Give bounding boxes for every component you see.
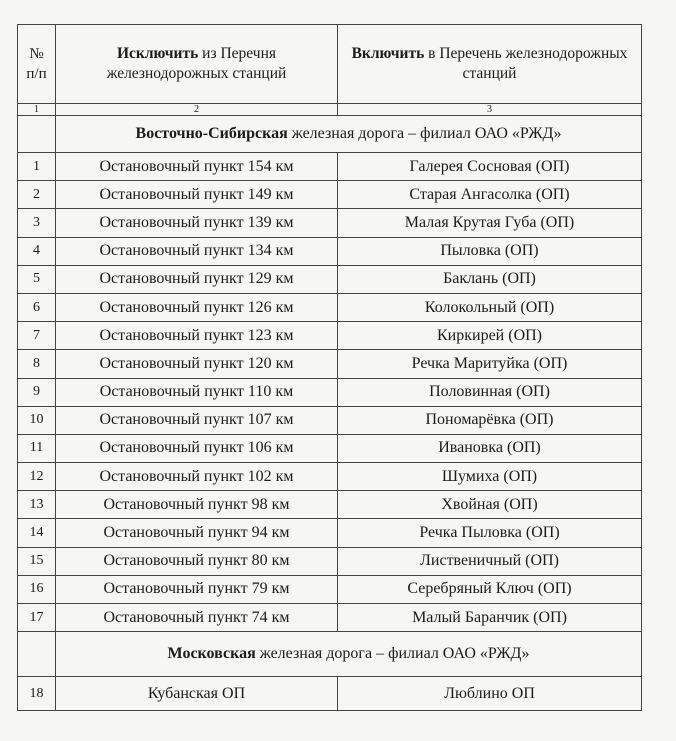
row-number: 12 — [18, 463, 56, 491]
row-number: 5 — [18, 265, 56, 293]
include-station: Старая Ангасолка (ОП) — [338, 181, 642, 209]
row-number: 8 — [18, 350, 56, 378]
exclude-station: Остановочный пункт 110 км — [56, 378, 338, 406]
section-row — [18, 632, 642, 677]
include-station: Малая Крутая Губа (ОП) — [338, 209, 642, 237]
exclude-station: Остановочный пункт 107 км — [56, 406, 338, 434]
header-num: № п/п — [18, 25, 56, 104]
table-row — [18, 181, 642, 209]
include-station: Пыловка (ОП) — [338, 237, 642, 265]
exclude-station: Остановочный пункт 106 км — [56, 434, 338, 462]
column-number: 3 — [338, 104, 642, 116]
column-number: 1 — [18, 104, 56, 116]
header-row — [18, 25, 642, 104]
table-row — [18, 322, 642, 350]
exclude-station: Кубанская ОП — [56, 677, 338, 711]
row-number: 15 — [18, 547, 56, 575]
section-title — [56, 632, 642, 677]
table-row — [18, 519, 642, 547]
stations-table — [17, 24, 642, 711]
include-station: Малый Баранчик (ОП) — [338, 604, 642, 632]
exclude-station: Остановочный пункт 94 км — [56, 519, 338, 547]
table-row — [18, 209, 642, 237]
include-station: Колокольный (ОП) — [338, 293, 642, 321]
row-number: 10 — [18, 406, 56, 434]
row-number: 7 — [18, 322, 56, 350]
header-include-rest: в Перечень железнодорожных станций — [424, 45, 628, 82]
table-row — [18, 491, 642, 519]
section-blank-cell — [18, 116, 56, 153]
exclude-station: Остановочный пункт 123 км — [56, 322, 338, 350]
section-title-bold: Московская — [167, 645, 256, 663]
header-include-bold: Включить — [351, 45, 425, 62]
exclude-station: Остановочный пункт 102 км — [56, 463, 338, 491]
header-exclude-bold: Исключить — [116, 45, 199, 62]
table-row — [18, 677, 642, 711]
include-station: Пономарёвка (ОП) — [338, 406, 642, 434]
include-station: Галерея Сосновая (ОП) — [338, 153, 642, 181]
exclude-station: Остановочный пункт 74 км — [56, 604, 338, 632]
column-numbers-row — [18, 104, 642, 116]
header-exclude — [56, 25, 338, 104]
include-station: Лиственичный (ОП) — [338, 547, 642, 575]
row-number: 13 — [18, 491, 56, 519]
row-number: 2 — [18, 181, 56, 209]
include-station: Хвойная (ОП) — [338, 491, 642, 519]
row-number: 9 — [18, 378, 56, 406]
include-station: Люблино ОП — [338, 677, 642, 711]
header-exclude-rest: из Перечня железнодорожных станций — [106, 45, 287, 82]
row-number: 18 — [18, 677, 56, 711]
exclude-station: Остановочный пункт 154 км — [56, 153, 338, 181]
section-title-rest: железная дорога – филиал ОАО «РЖД» — [287, 125, 562, 142]
table-row — [18, 350, 642, 378]
column-number: 2 — [56, 104, 338, 116]
section-title-rest: железная дорога – филиал ОАО «РЖД» — [255, 645, 530, 663]
section-blank-cell — [18, 632, 56, 677]
table-row — [18, 293, 642, 321]
section-row — [18, 116, 642, 153]
include-station: Шумиха (ОП) — [338, 463, 642, 491]
row-number: 14 — [18, 519, 56, 547]
section-title-bold: Восточно-Сибирская — [135, 125, 288, 142]
row-number: 6 — [18, 293, 56, 321]
exclude-station: Остановочный пункт 98 км — [56, 491, 338, 519]
row-number: 17 — [18, 604, 56, 632]
exclude-station: Остановочный пункт 79 км — [56, 575, 338, 603]
exclude-station: Остановочный пункт 129 км — [56, 265, 338, 293]
exclude-station: Остановочный пункт 120 км — [56, 350, 338, 378]
row-number: 3 — [18, 209, 56, 237]
table-row — [18, 575, 642, 603]
include-station: Речка Маритуйка (ОП) — [338, 350, 642, 378]
exclude-station: Остановочный пункт 80 км — [56, 547, 338, 575]
row-number: 4 — [18, 237, 56, 265]
row-number: 11 — [18, 434, 56, 462]
table-row — [18, 604, 642, 632]
include-station: Половинная (ОП) — [338, 378, 642, 406]
row-number: 16 — [18, 575, 56, 603]
include-station: Серебряный Ключ (ОП) — [338, 575, 642, 603]
table-row — [18, 265, 642, 293]
table-row — [18, 463, 642, 491]
include-station: Речка Пыловка (ОП) — [338, 519, 642, 547]
table-row — [18, 378, 642, 406]
include-station: Киркирей (ОП) — [338, 322, 642, 350]
row-number: 1 — [18, 153, 56, 181]
table-row — [18, 434, 642, 462]
exclude-station: Остановочный пункт 139 км — [56, 209, 338, 237]
table-row — [18, 547, 642, 575]
table-row — [18, 237, 642, 265]
table-row — [18, 153, 642, 181]
exclude-station: Остановочный пункт 126 км — [56, 293, 338, 321]
include-station: Баклань (ОП) — [338, 265, 642, 293]
include-station: Ивановка (ОП) — [338, 434, 642, 462]
header-include — [338, 25, 642, 104]
section-title — [56, 116, 642, 153]
exclude-station: Остановочный пункт 149 км — [56, 181, 338, 209]
exclude-station: Остановочный пункт 134 км — [56, 237, 338, 265]
table-row — [18, 406, 642, 434]
